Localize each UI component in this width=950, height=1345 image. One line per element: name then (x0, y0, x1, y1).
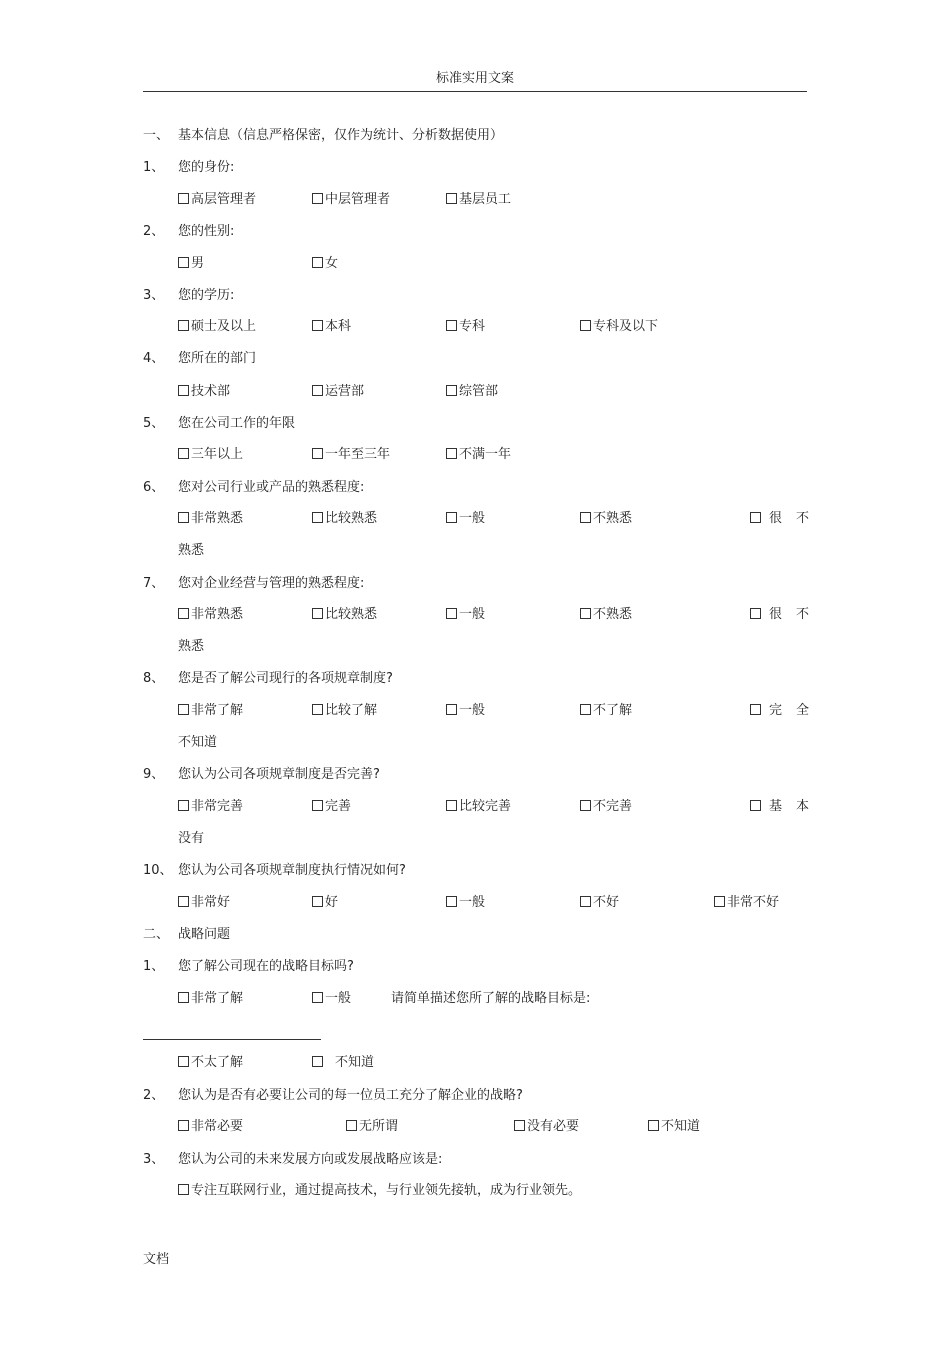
checkbox-icon (446, 704, 457, 715)
option-label: 很不 (769, 511, 824, 526)
question-text: 您了解公司现在的战略目标吗? (178, 959, 354, 974)
question-text: 您的性别: (178, 224, 235, 239)
option-label: 一年至三年 (325, 447, 391, 462)
question-text: 您认为是否有必要让公司的每一位员工充分了解企业的战略? (178, 1088, 523, 1103)
option-label: 一般 (459, 703, 486, 718)
option-label: 专科 (459, 319, 486, 334)
checkbox-icon (446, 896, 457, 907)
option-label: 非常熟悉 (191, 511, 244, 526)
checkbox-icon (178, 896, 189, 907)
option-checkbox[interactable] (446, 605, 485, 625)
checkbox-icon (580, 896, 591, 907)
checkbox-icon (178, 992, 189, 1003)
option-label: 女 (325, 256, 339, 271)
checkbox-icon (580, 320, 591, 331)
option-label: 无所谓 (359, 1119, 399, 1134)
checkbox-icon (312, 800, 323, 811)
checkbox-icon (178, 257, 189, 268)
question-number: 1、 (143, 959, 165, 974)
checkbox-icon (312, 385, 323, 396)
option-checkbox[interactable] (312, 445, 390, 465)
option-checkbox[interactable] (446, 701, 485, 721)
checkbox-icon (580, 704, 591, 715)
checkbox-icon (178, 512, 189, 523)
option-label: 非常好 (191, 895, 231, 910)
option-label: 一般 (459, 895, 486, 910)
option-checkbox[interactable] (178, 1053, 243, 1073)
checkbox-icon (178, 448, 189, 459)
option-label: 比较完善 (459, 799, 512, 814)
question-text: 您的身份: (178, 160, 235, 175)
option-label: 非常不好 (727, 895, 780, 910)
option-label: 本科 (325, 319, 352, 334)
option-checkbox[interactable] (312, 509, 377, 529)
option-checkbox[interactable] (312, 190, 390, 210)
checkbox-icon (312, 320, 323, 331)
option-checkbox[interactable] (446, 317, 485, 337)
option-checkbox[interactable] (312, 1053, 374, 1073)
option-label: 不知道 (661, 1119, 701, 1134)
question-number: 5、 (143, 416, 165, 431)
checkbox-icon (178, 704, 189, 715)
option-checkbox[interactable] (714, 893, 779, 913)
page-header: 标准实用文案 (435, 71, 514, 86)
option-checkbox[interactable] (178, 382, 230, 402)
option-checkbox[interactable] (750, 509, 823, 529)
option-checkbox[interactable] (750, 797, 823, 817)
checkbox-icon (178, 1056, 189, 1067)
question-number: 3、 (143, 288, 165, 303)
option-label: 硕士及以上 (191, 319, 257, 334)
option-label: 不满一年 (459, 447, 512, 462)
question-text: 您在公司工作的年限 (178, 416, 296, 431)
option-checkbox[interactable] (446, 509, 485, 529)
option-label: 不完善 (593, 799, 633, 814)
option-checkbox[interactable] (580, 701, 632, 721)
option-label: 一般 (459, 511, 486, 526)
checkbox-icon (750, 704, 761, 715)
option-label: 中层管理者 (325, 192, 391, 207)
option-label: 不太了解 (191, 1055, 244, 1070)
option-label-continued: 熟悉 (178, 639, 205, 654)
question-text: 您的学历: (178, 288, 235, 303)
option-checkbox[interactable] (446, 445, 511, 465)
checkbox-icon (312, 992, 323, 1003)
option-label: 不熟悉 (593, 607, 633, 622)
option-checkbox[interactable] (178, 317, 256, 337)
checkbox-icon (346, 1120, 357, 1131)
question-text: 您是否了解公司现行的各项规章制度? (178, 671, 393, 686)
option-label: 专科及以下 (593, 319, 659, 334)
option-label: 三年以上 (191, 447, 244, 462)
option-label: 基层员工 (459, 192, 512, 207)
option-checkbox[interactable] (178, 701, 243, 721)
checkbox-icon (178, 193, 189, 204)
checkbox-icon (312, 193, 323, 204)
option-checkbox[interactable] (346, 1117, 398, 1137)
checkbox-icon (312, 512, 323, 523)
section-title: 基本信息（信息严格保密，仅作为统计、分析数据使用） (178, 128, 504, 143)
section-number: 二、 (143, 927, 170, 942)
checkbox-icon (446, 448, 457, 459)
option-label: 男 (191, 256, 205, 271)
option-checkbox[interactable] (446, 893, 485, 913)
option-label: 比较熟悉 (325, 607, 378, 622)
option-label: 高层管理者 (191, 192, 257, 207)
question-text: 您认为公司各项规章制度是否完善? (178, 767, 380, 782)
option-label: 非常了解 (191, 703, 244, 718)
option-label: 很不 (769, 607, 824, 622)
checkbox-icon (514, 1120, 525, 1131)
option-checkbox[interactable] (580, 797, 632, 817)
checkbox-icon (178, 385, 189, 396)
option-label: 一般 (459, 607, 486, 622)
option-checkbox[interactable] (580, 605, 632, 625)
checkbox-icon (178, 608, 189, 619)
option-checkbox[interactable] (446, 190, 511, 210)
option-label: 不好 (593, 895, 620, 910)
question-number: 2、 (143, 224, 165, 239)
question-number: 8、 (143, 671, 165, 686)
question-text: 您认为公司的未来发展方向或发展战略应该是: (178, 1152, 443, 1167)
checkbox-icon (750, 608, 761, 619)
option-checkbox[interactable] (750, 605, 823, 625)
question-number: 10、 (143, 863, 173, 878)
option-checkbox[interactable] (178, 797, 243, 817)
option-label: 一般 (325, 991, 352, 1006)
option-label: 完善 (325, 799, 352, 814)
option-checkbox[interactable] (178, 445, 243, 465)
option-label: 没有必要 (527, 1119, 580, 1134)
checkbox-icon (446, 608, 457, 619)
option-label: 基本 (769, 799, 824, 814)
option-checkbox[interactable] (580, 509, 632, 529)
option-checkbox[interactable] (178, 509, 243, 529)
option-label: 比较熟悉 (325, 511, 378, 526)
option-checkbox[interactable] (648, 1117, 700, 1137)
section-title: 战略问题 (178, 927, 231, 942)
question-number: 6、 (143, 480, 165, 495)
checkbox-icon (648, 1120, 659, 1131)
checkbox-icon (312, 448, 323, 459)
checkbox-icon (446, 193, 457, 204)
option-checkbox[interactable] (750, 701, 823, 721)
checkbox-icon (312, 1056, 323, 1067)
option-checkbox[interactable] (178, 1117, 243, 1137)
option-label: 非常熟悉 (191, 607, 244, 622)
checkbox-icon (446, 800, 457, 811)
checkbox-icon (714, 896, 725, 907)
header-rule (143, 91, 807, 92)
checkbox-icon (312, 896, 323, 907)
option-checkbox[interactable] (514, 1117, 579, 1137)
option-label: 不了解 (593, 703, 633, 718)
option-checkbox[interactable] (446, 797, 511, 817)
option-checkbox[interactable] (312, 605, 377, 625)
checkbox-icon (178, 1184, 189, 1195)
option-label: 技术部 (191, 384, 231, 399)
option-label: 运营部 (325, 384, 365, 399)
option-checkbox[interactable] (178, 893, 230, 913)
question-text: 您认为公司各项规章制度执行情况如何? (178, 863, 406, 878)
checkbox-icon (178, 800, 189, 811)
option-label-continued: 没有 (178, 831, 205, 846)
option-label-continued: 熟悉 (178, 543, 205, 558)
option-label: 专注互联网行业，通过提高技术，与行业领先接轨，成为行业领先。 (191, 1183, 582, 1198)
option-checkbox[interactable] (178, 989, 243, 1009)
checkbox-icon (446, 512, 457, 523)
question-text: 您所在的部门 (178, 351, 257, 366)
option-checkbox[interactable] (446, 382, 498, 402)
option-checkbox[interactable] (312, 797, 351, 817)
checkbox-icon (312, 608, 323, 619)
option-checkbox[interactable] (312, 989, 351, 1009)
checkbox-icon (446, 385, 457, 396)
option-label: 不熟悉 (593, 511, 633, 526)
option-label: 非常必要 (191, 1119, 244, 1134)
describe-prompt: 请简单描述您所了解的战略目标是: (391, 991, 591, 1006)
checkbox-icon (580, 800, 591, 811)
checkbox-icon (446, 320, 457, 331)
question-number: 3、 (143, 1152, 165, 1167)
page-footer: 文档 (143, 1252, 170, 1267)
checkbox-icon (580, 608, 591, 619)
option-label: 综管部 (459, 384, 499, 399)
option-checkbox[interactable] (178, 605, 243, 625)
checkbox-icon (178, 320, 189, 331)
option-checkbox[interactable] (178, 254, 204, 274)
section-number: 一、 (143, 128, 170, 143)
option-checkbox[interactable] (312, 254, 338, 274)
checkbox-icon (312, 704, 323, 715)
checkbox-icon (312, 257, 323, 268)
option-label: 好 (325, 895, 339, 910)
question-number: 9、 (143, 767, 165, 782)
answer-blank-line[interactable] (143, 1039, 321, 1040)
question-text: 您对公司行业或产品的熟悉程度: (178, 480, 365, 495)
question-number: 2、 (143, 1088, 165, 1103)
option-label: 非常了解 (191, 991, 244, 1006)
option-checkbox[interactable] (312, 382, 364, 402)
checkbox-icon (580, 512, 591, 523)
option-checkbox[interactable] (312, 893, 338, 913)
question-text: 您对企业经营与管理的熟悉程度: (178, 576, 365, 591)
checkbox-icon (750, 512, 761, 523)
checkbox-icon (178, 1120, 189, 1131)
option-checkbox[interactable] (580, 893, 619, 913)
option-checkbox[interactable] (178, 1181, 581, 1201)
question-number: 7、 (143, 576, 165, 591)
question-number: 1、 (143, 160, 165, 175)
option-label: 不知道 (335, 1055, 375, 1070)
question-number: 4、 (143, 351, 165, 366)
option-label: 比较了解 (325, 703, 378, 718)
option-checkbox[interactable] (312, 317, 351, 337)
option-label: 非常完善 (191, 799, 244, 814)
option-label-continued: 不知道 (178, 735, 218, 750)
option-label: 完全 (769, 703, 824, 718)
option-checkbox[interactable] (312, 701, 377, 721)
option-checkbox[interactable] (580, 317, 658, 337)
option-checkbox[interactable] (178, 190, 256, 210)
checkbox-icon (750, 800, 761, 811)
